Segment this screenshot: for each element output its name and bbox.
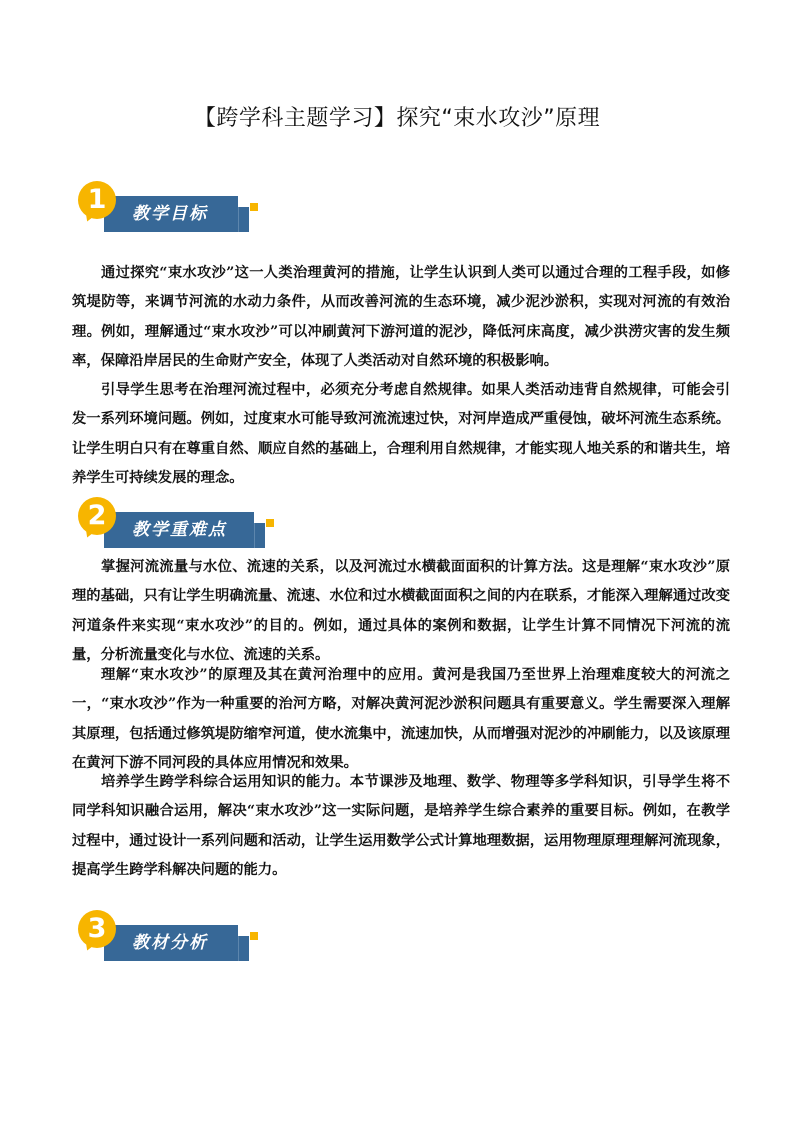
banner-step-decoration xyxy=(254,523,265,548)
paragraph: 掌握河流流量与水位、流速的关系，以及河流过水横截面面积的计算方法。这是理解“束水攻沙”原理的基础，只有让学生明确流量、流速、水位和过水横截面面积之间的内在联系，才能深入理解通过改变河道条件来实现“束水攻沙”的目的。例如，通过具体的案例和数据，让学生计算不同情况下河流的流量，分析流量变化与水位、流速的关系。 xyxy=(72,559,730,664)
paragraph: 培养学生跨学科综合运用知识的能力。本节课涉及地理、数学、物理等多学科知识，引导学生将不同学科知识融合运用，解决“束水攻沙”这一实际问题，是培养学生综合素养的重要目标。例如，在教学过程中，通过设计一系列问题和活动，让学生运用数学公式计算地理数据，运用物理原理理解河流现象，提高学生跨学科解决问题的能力。 xyxy=(72,774,730,879)
banner-step-decoration xyxy=(238,936,249,961)
section-heading: 教学目标 xyxy=(132,204,208,224)
section-number-badge: 1 xyxy=(78,181,116,219)
document-title: 【跨学科主题学习】探究“束水攻沙”原理 xyxy=(193,106,601,131)
paragraph: 通过探究“束水攻沙”这一人类治理黄河的措施，让学生认识到人类可以通过合理的工程手段，如修筑堤防等，来调节河流的水动力条件，从而改善河流的生态环境，减少泥沙淤积，实现对河流的有效治理。例如，理解通过“束水攻沙”可以冲刷黄河下游河道的泥沙，降低河床高度，减少洪涝灾害的发生频率，保障沿岸居民的生命财产安全，体现了人类活动对自然环境的积极影响。 xyxy=(72,265,730,370)
banner-step-decoration xyxy=(238,207,249,232)
section-number-badge: 2 xyxy=(78,497,116,535)
section-heading: 教学重难点 xyxy=(132,520,227,540)
yellow-square-icon xyxy=(266,519,274,527)
section-heading: 教材分析 xyxy=(132,933,208,953)
paragraph: 引导学生思考在治理河流过程中，必须充分考虑自然规律。如果人类活动违背自然规律，可能会引发一系列环境问题。例如，过度束水可能导致河流流速过快，对河岸造成严重侵蚀，破坏河流生态系统。让学生明白只有在尊重自然、顺应自然的基础上，合理利用自然规律，才能实现人地关系的和谐共生，培养学生可持续发展的理念。 xyxy=(72,382,730,487)
section-header-3 xyxy=(74,907,274,967)
yellow-square-icon xyxy=(250,932,258,940)
section-number-badge: 3 xyxy=(78,910,116,948)
section-header-1 xyxy=(74,178,274,238)
section-header-2 xyxy=(74,494,274,554)
yellow-square-icon xyxy=(250,203,258,211)
paragraph: 理解“束水攻沙”的原理及其在黄河治理中的应用。黄河是我国乃至世界上治理难度较大的河流之一，“束水攻沙”作为一种重要的治河方略，对解决黄河泥沙淤积问题具有重要意义。学生需要深入理解其原理，包括通过修筑堤防缩窄河道，使水流集中，流速加快，从而增强对泥沙的冲刷能力，以及该原理在黄河下游不同河段的具体应用情况和效果。 xyxy=(72,667,730,772)
